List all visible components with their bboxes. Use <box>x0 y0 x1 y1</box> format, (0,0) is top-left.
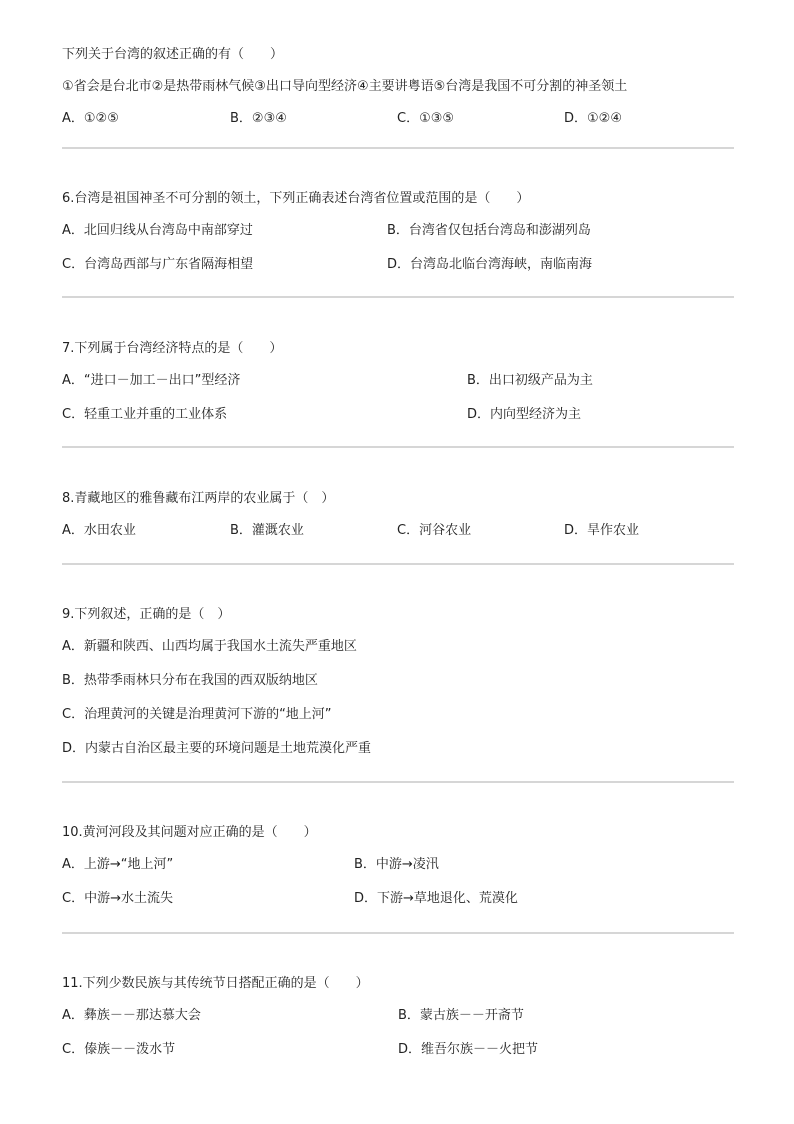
question-8-option-b[interactable]: B．灌溉农业 <box>230 523 304 538</box>
question-5-statements: ①省会是台北市②是热带雨林气候③出口导向型经济④主要讲粤语⑤台湾是我国不可分割的神圣领土 <box>62 79 628 94</box>
question-7-option-c[interactable]: C．轻重工业并重的工业体系 <box>62 407 228 422</box>
divider <box>62 932 734 934</box>
question-6-option-c[interactable]: C．台湾岛西部与广东省隔海相望 <box>62 257 254 272</box>
question-8-option-d[interactable]: D．旱作农业 <box>564 523 640 538</box>
question-10-option-c[interactable]: C．中游→水土流失 <box>62 891 173 906</box>
question-7 <box>62 340 734 430</box>
question-10-option-d[interactable]: D．下游→草地退化、荒漠化 <box>354 891 518 906</box>
question-5-option-c[interactable]: C．①③⑤ <box>397 111 455 126</box>
question-5 <box>62 46 734 136</box>
question-9-option-a[interactable]: A．新疆和陕西、山西均属于我国水土流失严重地区 <box>62 639 357 654</box>
question-10 <box>62 824 734 914</box>
question-9-stem: 9.下列叙述，正确的是（ ） <box>62 607 231 622</box>
question-9-option-b[interactable]: B．热带季雨林只分布在我国的西双版纳地区 <box>62 673 318 688</box>
divider <box>62 296 734 298</box>
question-10-stem: 10.黄河河段及其问题对应正确的是（ ） <box>62 825 317 840</box>
question-11-stem: 11.下列少数民族与其传统节日搭配正确的是（ ） <box>62 976 369 991</box>
question-10-option-a[interactable]: A．上游→“地上河” <box>62 857 174 872</box>
question-11-option-b[interactable]: B．蒙古族－－开斋节 <box>398 1008 524 1023</box>
question-6-option-b[interactable]: B．台湾省仅包括台湾岛和澎湖列岛 <box>387 223 591 238</box>
divider <box>62 781 734 783</box>
question-11-option-d[interactable]: D．维吾尔族－－火把节 <box>398 1042 539 1057</box>
question-5-option-d[interactable]: D．①②④ <box>564 111 622 126</box>
question-6-option-a[interactable]: A．北回归线从台湾岛中南部穿过 <box>62 223 253 238</box>
question-8-option-a[interactable]: A．水田农业 <box>62 523 136 538</box>
question-8-stem: 8.青藏地区的雅鲁藏布江两岸的农业属于（ ） <box>62 491 335 506</box>
question-5-stem: 下列关于台湾的叙述正确的有（ ） <box>62 47 284 62</box>
question-7-stem: 7.下列属于台湾经济特点的是（ ） <box>62 341 283 356</box>
question-9 <box>62 606 734 766</box>
question-7-option-a[interactable]: A．“进口－加工－出口”型经济 <box>62 373 241 388</box>
question-11-option-c[interactable]: C．傣族－－泼水节 <box>62 1042 176 1057</box>
divider <box>62 147 734 149</box>
question-6 <box>62 190 734 280</box>
question-5-option-a[interactable]: A．①②⑤ <box>62 111 119 126</box>
question-6-stem: 6.台湾是祖国神圣不可分割的领土，下列正确表述台湾省位置或范围的是（ ） <box>62 191 530 206</box>
question-9-option-c[interactable]: C．治理黄河的关键是治理黄河下游的“地上河” <box>62 707 332 722</box>
question-9-option-d[interactable]: D．内蒙古自治区最主要的环境问题是土地荒漠化严重 <box>62 741 372 756</box>
question-11-option-a[interactable]: A．彝族－－那达慕大会 <box>62 1008 201 1023</box>
question-8 <box>62 490 734 546</box>
question-7-option-b[interactable]: B．出口初级产品为主 <box>467 373 593 388</box>
question-11 <box>62 975 734 1065</box>
divider <box>62 446 734 448</box>
question-5-option-b[interactable]: B．②③④ <box>230 111 287 126</box>
divider <box>62 563 734 565</box>
question-6-option-d[interactable]: D．台湾岛北临台湾海峡，南临南海 <box>387 257 593 272</box>
question-10-option-b[interactable]: B．中游→凌汛 <box>354 857 439 872</box>
question-8-option-c[interactable]: C．河谷农业 <box>397 523 472 538</box>
question-7-option-d[interactable]: D．内向型经济为主 <box>467 407 582 422</box>
